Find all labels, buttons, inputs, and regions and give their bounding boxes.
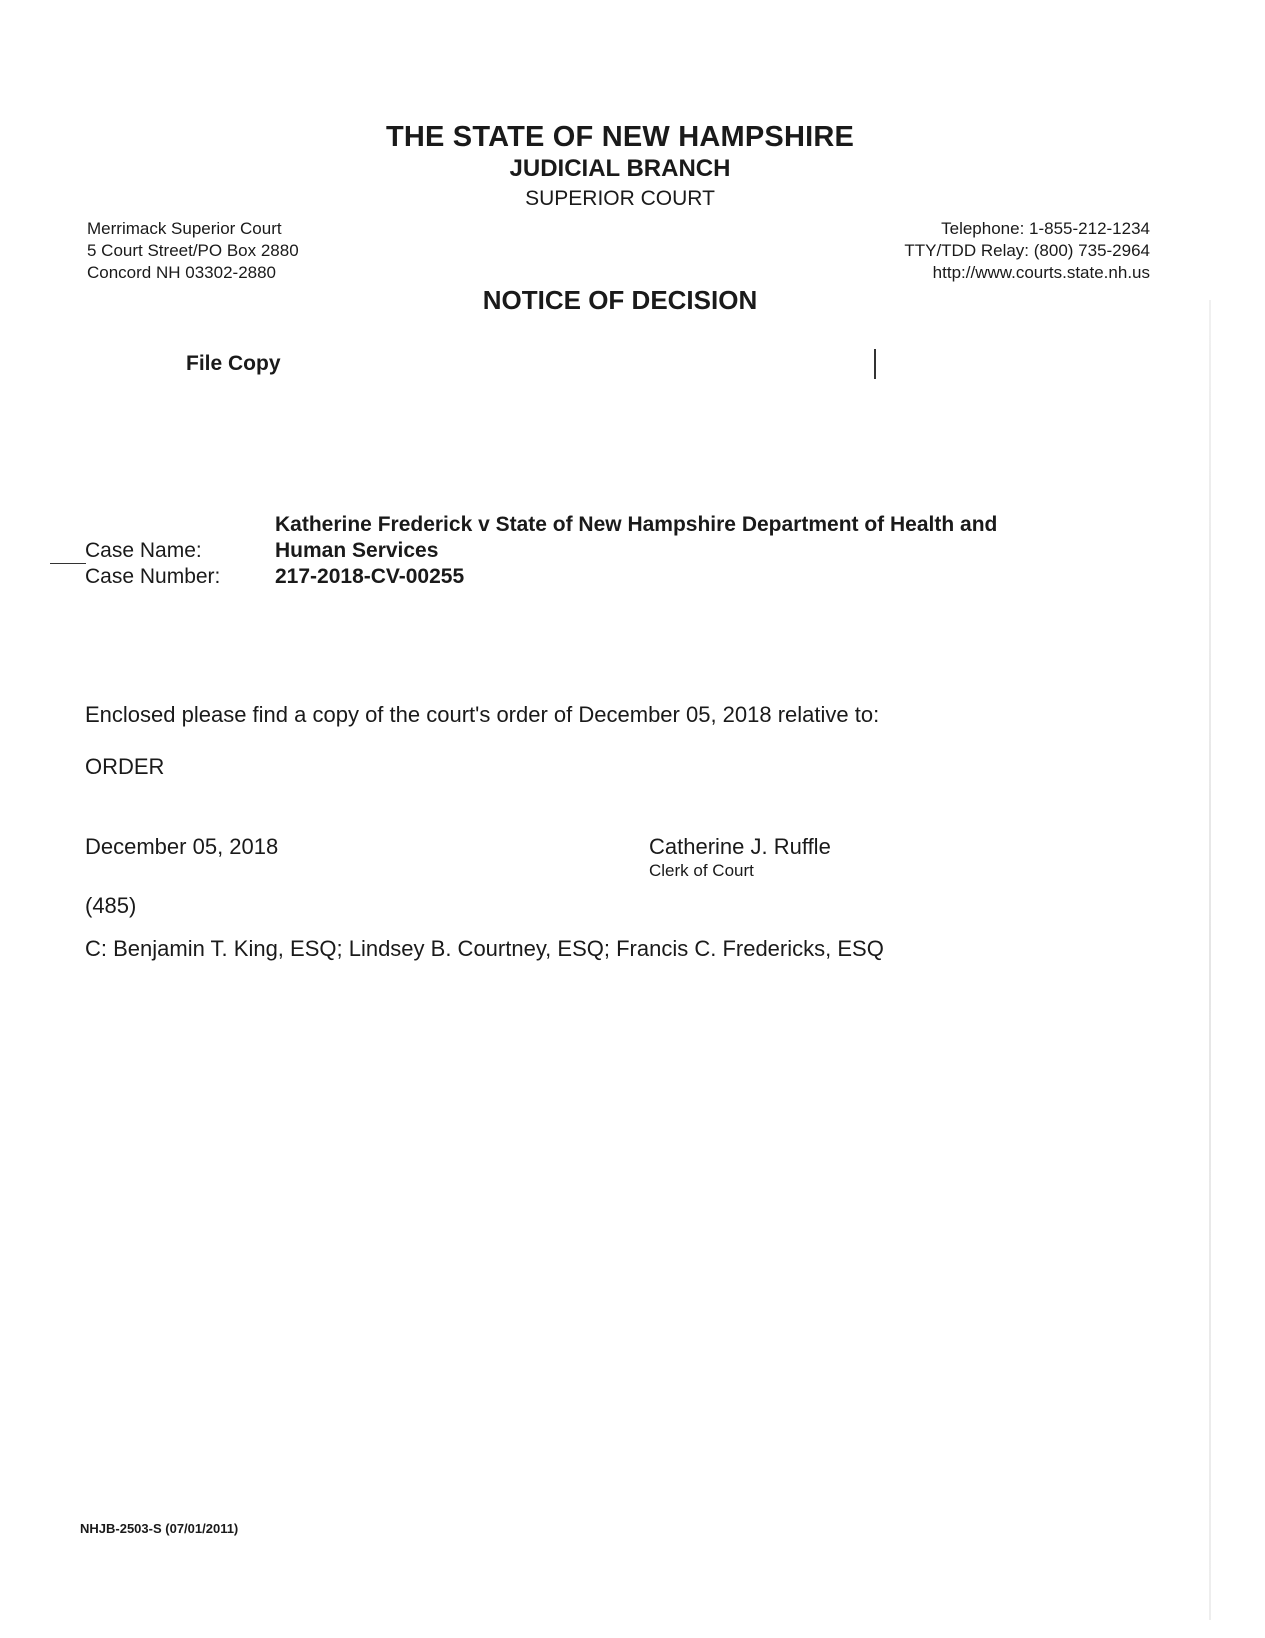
order-label: ORDER bbox=[85, 754, 165, 779]
scan-mark bbox=[874, 349, 876, 379]
case-name-value bbox=[275, 512, 997, 564]
branch-title: JUDICIAL BRANCH bbox=[509, 155, 731, 182]
case-name-line2: Human Services bbox=[275, 539, 439, 562]
case-labels bbox=[85, 538, 220, 590]
court-address-line1: Merrimack Superior Court bbox=[87, 219, 282, 238]
court-contact bbox=[904, 218, 1150, 284]
court-address-line3: Concord NH 03302-2880 bbox=[87, 263, 277, 282]
decision-date: December 05, 2018 bbox=[85, 834, 279, 859]
reference-number: (485) bbox=[85, 893, 137, 918]
website-link[interactable]: http://www.courts.state.nh.us bbox=[932, 263, 1150, 282]
tty-relay: TTY/TDD Relay: (800) 735-2964 bbox=[904, 241, 1150, 260]
court-address bbox=[87, 218, 299, 284]
telephone: Telephone: 1-855-212-1234 bbox=[941, 219, 1150, 238]
case-marker-line bbox=[50, 563, 86, 564]
cc-list: C: Benjamin T. King, ESQ; Lindsey B. Courtney, ESQ; Francis C. Fredericks, ESQ bbox=[85, 936, 884, 961]
enclosed-statement: Enclosed please find a copy of the court's order of December 05, 2018 relative to: bbox=[85, 702, 880, 727]
state-title: THE STATE OF NEW HAMPSHIRE bbox=[385, 121, 855, 153]
case-number-value: 217-2018-CV-00255 bbox=[275, 565, 465, 588]
court-level: SUPERIOR COURT bbox=[525, 187, 715, 210]
page-edge-shadow bbox=[1209, 300, 1211, 1620]
form-id: NHJB-2503-S (07/01/2011) bbox=[80, 1521, 239, 1536]
file-copy-label: File Copy bbox=[186, 352, 281, 375]
court-address-line2: 5 Court Street/PO Box 2880 bbox=[87, 241, 299, 260]
clerk-name: Catherine J. Ruffle bbox=[649, 834, 831, 859]
notice-title: NOTICE OF DECISION bbox=[482, 285, 758, 315]
clerk-title: Clerk of Court bbox=[649, 861, 754, 880]
case-name-line1: Katherine Frederick v State of New Hampshire Department of Health and bbox=[275, 513, 998, 536]
case-number-label: Case Number: bbox=[85, 565, 221, 588]
case-name-label: Case Name: bbox=[85, 539, 202, 562]
